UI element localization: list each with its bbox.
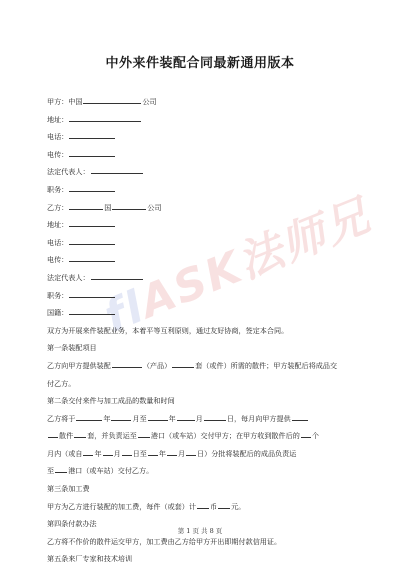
party-b-phone: 电话：	[47, 234, 365, 252]
party-a-line: 甲方：中国 公司	[47, 97, 157, 106]
watermark-part3: 法师兄	[230, 189, 379, 289]
article-1-heading: 第一条装配项目	[47, 343, 97, 353]
party-a-address: 地址：	[47, 111, 365, 129]
article-4-heading: 第四条付款办法	[47, 519, 97, 529]
article-2-line-3: 月内（或自 年 月 日至 年 月 日）分批将装配后的成品负责运	[47, 448, 297, 458]
contract-body	[47, 93, 365, 568]
article-2-line-2: 散件 套，并负责运至 港口（或车站）交付甲方；在甲方收到散件后的 个	[47, 427, 365, 445]
document-title: 中外来件装配合同最新通用版本	[105, 56, 295, 71]
page-footer: 第 1 页 共 8 页	[177, 527, 223, 535]
party-b-address: 地址：	[47, 216, 365, 234]
party-a-fax: 电传：	[47, 146, 365, 164]
party-b-nationality: 国籍：	[47, 304, 365, 322]
article-1-text: 乙方向甲方提供装配 （产品） 套（或件）所需的散件；甲方装配后将成品交	[47, 360, 338, 370]
party-b-fax: 电传：	[47, 251, 365, 269]
party-a-phone: 电话：	[47, 128, 365, 146]
article-3-text: 甲方为乙方进行装配的加工费，每件（或套）计 币 元。	[47, 501, 246, 511]
article-2-line-4: 至 港口（或车站）交付乙方。	[47, 466, 154, 476]
party-a-position: 职务：	[47, 181, 365, 199]
party-b-rep: 法定代表人：	[47, 269, 365, 287]
article-3-heading: 第三条加工费	[47, 484, 90, 494]
watermark-part1: fl	[97, 281, 152, 343]
party-b-line: 乙方： 国 公司	[47, 202, 162, 212]
article-2-line-1: 乙方将于 年 月至 年 月 日，每月向甲方提供	[47, 410, 365, 428]
party-a-name-blank	[83, 95, 141, 104]
article-2-heading: 第二条交付来件与加工成品的数量和时间	[47, 396, 175, 406]
party-b-position: 职务：	[47, 287, 365, 305]
article-1-text-cont: 付乙方。	[47, 378, 76, 388]
party-a-rep: 法定代表人：	[47, 163, 365, 181]
article-4-text: 乙方将不作价的散件运交甲方，加工费由乙方给甲方开出即期付款信用证。	[47, 536, 282, 546]
intro-paragraph: 双方为开展来件装配业务，本着平等互利原则，通过友好协商，签定本合同。	[47, 325, 289, 335]
watermark-part2: ASK	[132, 241, 251, 329]
article-5-heading: 第五条来厂专家和技术培训	[47, 554, 133, 564]
